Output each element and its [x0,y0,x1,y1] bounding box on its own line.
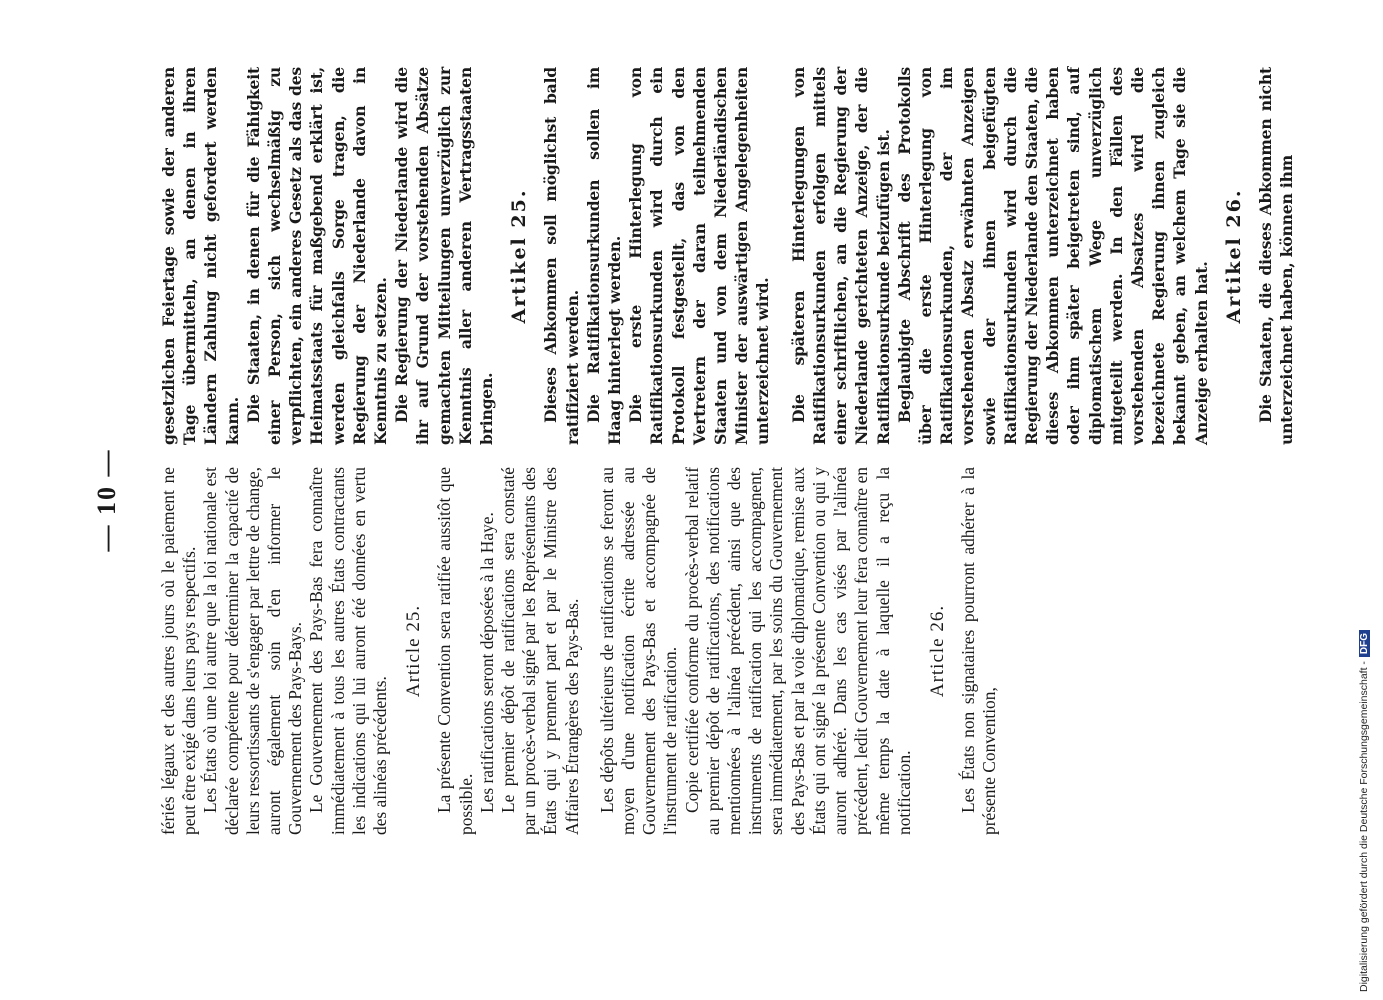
french-column [158,467,1001,835]
paragraph: La présente Convention sera ratifiée aussitôt que possible. [434,467,476,835]
paragraph: Le premier dépôt de ratifications sera constaté par un procès-verbal signé par les Représentants des États qui y prennent part et par le Ministre des Affaires Étrangères des Pays-Bas. [498,467,582,835]
article-heading: Article 25. [403,604,425,698]
paragraph: Copie certifiée conforme du procès-verbal relatif au premier dépôt de ratifications, des notifications mentionnées à l'alinéa précédent, ainsi que des instruments de ratification qui les accompagnent, sera immédiatement, par les soins du Gouvernement des Pays-Bas et par la voie diplomatique, remise aux États qui ont signé la présente Convention ou qui y auront adhéré. Dans les cas visés par l'alinéa précédent, ledit Gouvernement leur fera connaître en même temps la date à laquelle il a reçu la notification. [681,467,914,835]
paragraph: Die Ratifikationsurkunden sollen im Haag hinterlegt werden. [583,67,625,445]
paragraph: Die Regierung der Niederlande wird die ihr auf Grund der vorstehenden Absätze gemachten Mitteilungen unverzüglich zur Kenntnis aller anderen Vertragsstaaten bringen. [392,67,497,445]
paragraph: Beglaubigte Abschrift des Protokolls über die erste Hinterlegung von Ratifikationsurkunden, der im vorstehenden Absatz erwähnten Anzeigen sowie der ihnen beigefügten Ratifikationsurkunden wird durch die Regierung der Niederlande den Staaten, die dieses Abkommen unterzeichnet haben oder ihm später beigetreten sind, auf diplomatischem Wege unverzüglich mitgeteilt werden. In den Fällen des vorstehenden Absatzes wird die bezeichnete Regierung ihnen zugleich bekannt geben, an welchem Tage sie die Anzeige erhalten hat. [894,66,1211,445]
paragraph: Les ratifications seront déposées à la Haye. [476,512,497,813]
credit-text: Digitalisierung gefördert durch die Deutsche Forschungsgemeinschaft - [1358,661,1370,992]
paragraph: Dieses Abkommen soll möglichst bald ratifiziert werden. [541,67,582,445]
paragraph: fériés légaux et des autres jours où le paiement ne peut être exigé dans leurs pays respectifs. [158,467,200,835]
dfg-logo: DFG [1359,630,1370,657]
paragraph: Die Staaten, in denen für die Fähigkeit einer Person, sich wechselmäßig zu verpflichten, ein anderes Gesetz als das des Heimatsstaats für maßgebend erklärt ist, werden gleichfalls Sorge tragen, die Regierung der Niederlande davon in Kenntnis zu setzen. [243,67,391,445]
paragraph: Le Gouvernement des Pays-Bas fera connaître immédiatement à tous les autres États contractants les indications qui lui auront été données en vertu des alinéas précédents. [306,467,391,835]
paragraph: Les États non signataires pourront adhérer à la présente Convention, [958,467,1000,835]
german-column [158,67,1297,445]
article-heading: Artikel 26. [1222,188,1245,324]
paragraph: gesetzlichen Feiertage sowie der anderen Tage übermitteln, an denen in ihren Ländern Zahlung nicht gefordert werden kann. [159,67,242,445]
paragraph: Les dépôts ultérieurs de ratifications se feront au moyen d'une notification écrite adressée au Gouvernement des Pays-Bas et accompagnée de l'instrument de ratification. [596,467,681,835]
paragraph: Les États où une loi autre que la loi nationale est déclarée compétente pour déterminer la capacité de leurs ressortissants de s'engager par lettre de change, auront également soin d'en informer le Gouvernement des Pays-Bays. [200,467,306,835]
paragraph: Die Staaten, die dieses Abkommen nicht unterzeichnet haben, können ihm [1255,67,1297,445]
paragraph: Die erste Hinterlegung von Ratifikationsurkunden wird durch ein Protokoll festgestellt, das von den Vertretern der daran teilnehmenden Staaten und von dem Niederländischen Minister der auswärtigen Angelegenheiten unterzeichnet wird. [626,67,773,445]
paragraph: Die späteren Hinterlegungen von Ratifikationsurkunden erfolgen mittels einer schriftlichen, an die Regierung der Niederlande gerichteten Anzeige, der die Ratifikationsurkunde beizufügen ist. [788,67,893,445]
article-heading: Article 26. [926,604,948,698]
article-heading: Artikel 25. [508,188,531,324]
digitization-credit [1358,630,1370,992]
page-number: — 10 — [92,448,121,552]
